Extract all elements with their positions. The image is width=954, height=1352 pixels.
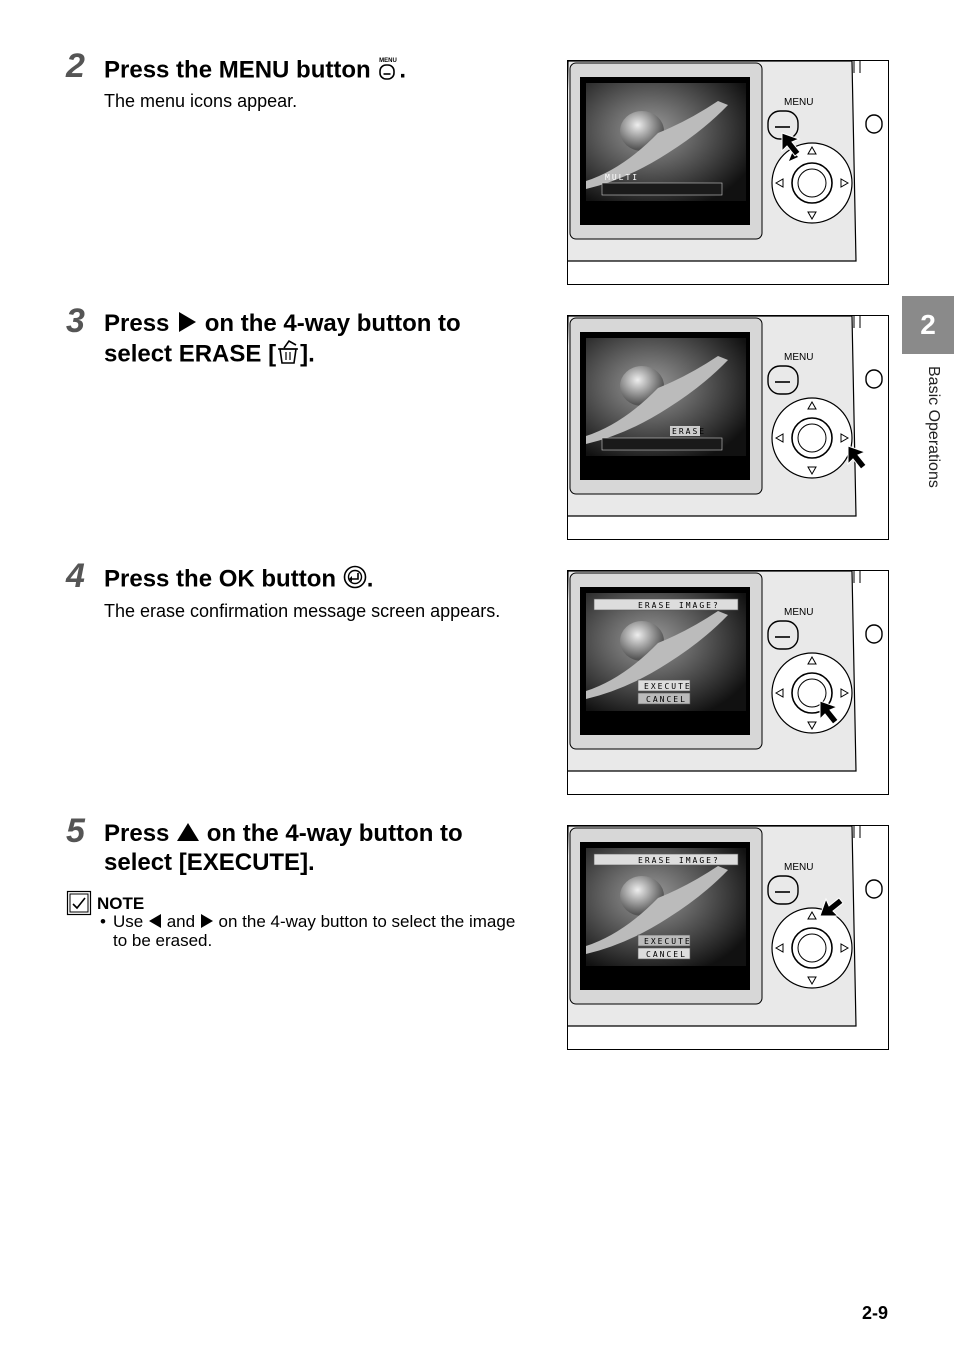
step-number: 5 bbox=[66, 812, 85, 850]
step-number: 4 bbox=[66, 557, 85, 595]
erase-image-label: ERASE IMAGE? bbox=[638, 601, 720, 610]
chapter-tab: 2 bbox=[902, 296, 954, 354]
up-arrow-icon bbox=[176, 821, 200, 849]
step-title: Press on the 4-way button to select ERASE [ ]. bbox=[104, 310, 564, 371]
step-title: Press the MENU button MENU . bbox=[104, 55, 564, 87]
step-description: The menu icons appear. bbox=[104, 91, 298, 111]
cancel-label: CANCEL bbox=[646, 950, 687, 959]
step-number: 2 bbox=[66, 47, 85, 85]
erase-label: ERASE bbox=[672, 427, 707, 436]
erase-trash-icon bbox=[276, 339, 300, 371]
cancel-label: CANCEL bbox=[646, 695, 687, 704]
figure-step-4 bbox=[567, 570, 889, 795]
note-icon bbox=[66, 890, 92, 921]
multi-label: MULTI bbox=[605, 173, 640, 182]
execute-label: EXECUTE bbox=[644, 937, 692, 946]
menu-label: MENU bbox=[784, 607, 814, 618]
left-arrow-icon bbox=[148, 913, 162, 933]
step-title: Press the OK button . bbox=[104, 565, 564, 595]
figure-step-5 bbox=[567, 825, 889, 1050]
chapter-label: Basic Operations bbox=[925, 366, 942, 488]
menu-label: MENU bbox=[784, 352, 814, 363]
step-number: 3 bbox=[66, 302, 85, 340]
execute-label: EXECUTE bbox=[644, 682, 692, 691]
figure-step-3 bbox=[567, 315, 889, 540]
menu-button-icon bbox=[377, 55, 399, 87]
menu-label: MENU bbox=[784, 97, 814, 108]
ok-button-icon bbox=[343, 565, 367, 595]
right-arrow-icon bbox=[176, 311, 198, 339]
page-number: 2-9 bbox=[861, 1303, 888, 1323]
figure-step-2 bbox=[567, 60, 889, 285]
menu-icon-label: MENU bbox=[379, 58, 398, 64]
erase-image-label: ERASE IMAGE? bbox=[638, 856, 720, 865]
right-arrow-icon bbox=[200, 913, 214, 933]
step-title: Press on the 4-way button to select [EXECUTE]. bbox=[104, 820, 463, 876]
step-description: The erase confirmation message screen appears. bbox=[104, 601, 501, 621]
note-title: NOTE bbox=[97, 894, 145, 913]
menu-label: MENU bbox=[784, 862, 814, 873]
